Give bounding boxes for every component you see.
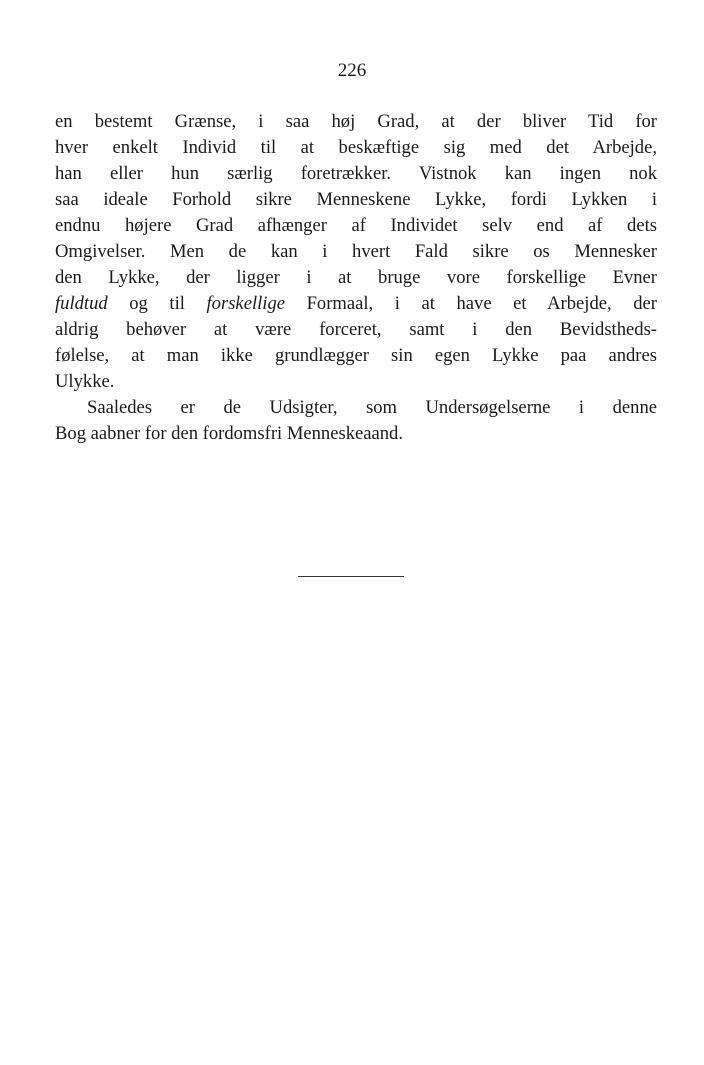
italic-word-fuldtud: fuldtud: [55, 293, 108, 314]
page-number: 226: [337, 60, 367, 81]
text-line: en bestemt Grænse, i saa høj Grad, at der bliver Tid for: [55, 111, 657, 132]
italic-word-forskellige: forskellige: [206, 293, 285, 314]
text-line: den Lykke, der ligger i at bruge vore forskellige Evner: [55, 267, 657, 288]
text-line: Omgivelser. Men de kan i hvert Fald sikre os Mennesker: [55, 241, 657, 262]
text-line: Ulykke.: [55, 371, 115, 392]
text-fragment: og til: [107, 293, 207, 314]
text-line: følelse, at man ikke grundlægger sin egen Lykke paa andres: [55, 345, 657, 366]
body-text: [55, 109, 657, 447]
text-line: hver enkelt Individ til at beskæftige sig med det Arbejde,: [55, 137, 657, 158]
text-line: Saaledes er de Udsigter, som Undersøgelserne i denne: [87, 397, 657, 418]
end-rule-divider: [298, 576, 404, 577]
text-line: Bog aabner for den fordomsfri Menneskeaand.: [55, 423, 403, 444]
text-line: han eller hun særlig foretrækker. Vistnok kan ingen nok: [55, 163, 657, 184]
text-line: endnu højere Grad afhænger af Individet selv end af dets: [55, 215, 657, 236]
text-line: saa ideale Forhold sikre Menneskene Lykke, fordi Lykken i: [55, 189, 657, 210]
text-fragment: Formaal, i at have et Arbejde, der: [285, 293, 657, 314]
text-line-with-italics: [55, 291, 657, 317]
text-line: aldrig behøver at være forceret, samt i den Bevidstheds-: [55, 319, 657, 340]
